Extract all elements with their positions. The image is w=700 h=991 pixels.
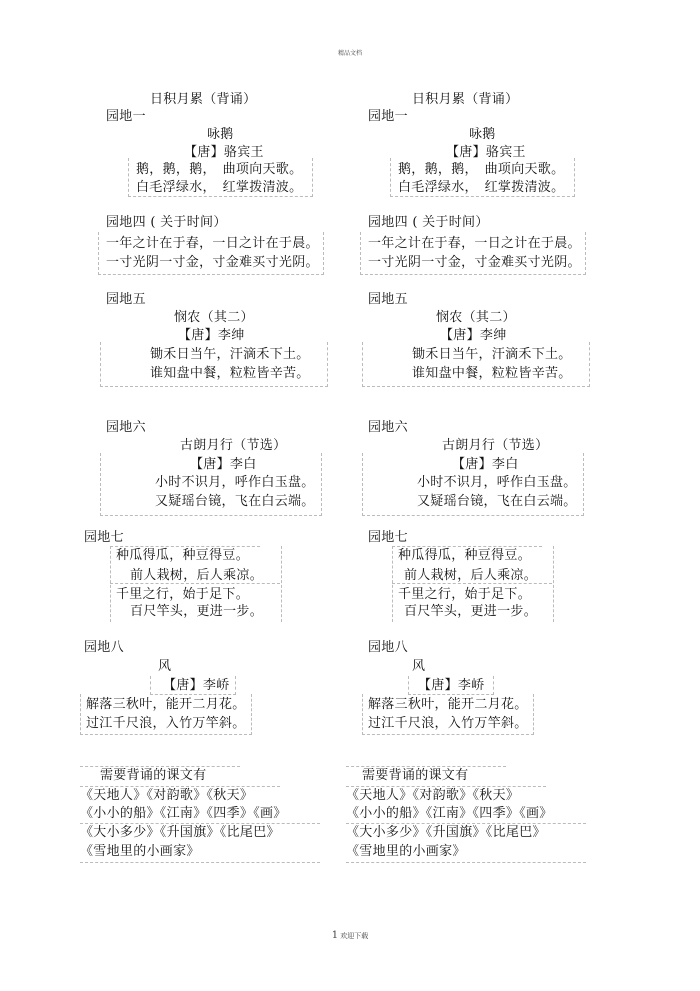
dashed-box	[362, 342, 590, 387]
recitation-list-line: 《小小的船》《江南》《四季》《画》	[346, 806, 553, 821]
column-title: 日积月累（背诵）	[412, 92, 519, 107]
poem-title-feng: 风	[412, 659, 426, 674]
poem-title-min-nong: 悯农（其二）	[436, 310, 516, 325]
poem-line: 锄禾日当午，汗滴禾下土。	[412, 347, 572, 362]
poem-line: 又疑瑶台镜，飞在白云端。	[155, 494, 315, 509]
dashed-rule	[346, 862, 586, 863]
poem-title-feng: 风	[158, 659, 172, 674]
recitation-list-line: 《天地人》《对韵歌》《秋天》	[346, 788, 520, 803]
poem-title-gu-lang-yue-xing: 古朗月行（节选）	[180, 438, 287, 453]
poem-line: 鹅，鹅，鹅， 曲项向天歌。	[398, 162, 565, 177]
dashed-box	[390, 158, 575, 197]
right-column	[262, 0, 602, 991]
poem-line: 解落三秋叶，能开二月花。	[368, 697, 528, 712]
saying-line: 种瓜得瓜，种豆得豆。	[398, 548, 532, 563]
recitation-list-line: 《大小多少》《升国旗》《比尾巴》	[80, 825, 280, 840]
saying-line: 千里之行，始于足下。	[398, 587, 532, 602]
recitation-list-label: 需要背诵的课文有	[362, 768, 469, 783]
section-label-yuandi7: 园地七	[84, 530, 124, 545]
dashed-rule	[80, 766, 240, 767]
saying-line: 一寸光阴一寸金，寸金难买寸光阴。	[106, 255, 319, 270]
poem-line: 过江千尺浪，入竹万竿斜。	[368, 716, 528, 731]
dashed-box	[362, 694, 534, 735]
section-label-yuandi7: 园地七	[368, 530, 408, 545]
saying-line: 百尺竿头，更进一步。	[130, 604, 264, 619]
dashed-box	[110, 546, 282, 622]
poem-line: 小时不识月，呼作白玉盘。	[155, 475, 315, 490]
dashed-rule	[80, 786, 280, 787]
dashed-rule	[346, 766, 506, 767]
poem-line: 白毛浮绿水， 红掌拨清波。	[136, 180, 303, 195]
saying-line: 一寸光阴一寸金，寸金难买寸光阴。	[368, 255, 581, 270]
section-label-yuandi6: 园地六	[368, 420, 408, 435]
recitation-list-line: 《天地人》《对韵歌》《秋天》	[80, 788, 254, 803]
saying-line: 千里之行，始于足下。	[116, 587, 250, 602]
section-label-yuandi8: 园地八	[368, 640, 408, 655]
section-label-yuandi4: 园地四 ( 关于时间）	[368, 215, 489, 230]
poem-author: 【唐】骆宾王	[184, 145, 264, 160]
page-header: 精品文档	[337, 50, 362, 57]
poem-title-min-nong: 悯农（其二）	[174, 310, 254, 325]
section-label-yuandi8: 园地八	[84, 640, 124, 655]
dashed-box	[150, 676, 236, 695]
dashed-box	[360, 232, 586, 275]
recitation-list-line: 《小小的船》《江南》《四季》《画》	[80, 806, 287, 821]
recitation-list-line: 《雪地里的小画家》	[346, 844, 466, 859]
saying-line: 前人栽树，后人乘凉。	[130, 568, 264, 583]
poem-title-yong-e: 咏鹅	[207, 127, 234, 142]
column-title: 日积月累（背诵）	[150, 92, 257, 107]
poem-title-gu-lang-yue-xing: 古朗月行（节选）	[442, 438, 549, 453]
poem-author: 【唐】李白	[452, 457, 519, 472]
poem-line: 谁知盘中餐，粒粒皆辛苦。	[412, 366, 572, 381]
page-number: 1	[331, 930, 339, 941]
saying-line: 百尺竿头，更进一步。	[404, 604, 538, 619]
poem-author: 【唐】李绅	[440, 328, 507, 343]
section-label-yuandi6: 园地六	[106, 420, 146, 435]
dashed-box	[362, 453, 584, 516]
poem-line: 锄禾日当午，汗滴禾下土。	[150, 347, 310, 362]
dashed-rule	[346, 786, 546, 787]
footer-text: 欢迎下载	[340, 932, 369, 940]
poem-author: 【唐】李峤	[418, 678, 485, 693]
section-label-yuandi5: 园地五	[106, 292, 146, 307]
saying-line: 前人栽树，后人乘凉。	[404, 568, 538, 583]
section-label-yuandi4: 园地四 ( 关于时间）	[106, 215, 227, 230]
dashed-box	[392, 546, 554, 622]
saying-line: 一年之计在于春，一日之计在于晨。	[106, 236, 319, 251]
section-label-yuandi1: 园地一	[368, 109, 408, 124]
recitation-list-line: 《大小多少》《升国旗》《比尾巴》	[346, 825, 546, 840]
poem-line: 白毛浮绿水， 红掌拨清波。	[398, 180, 565, 195]
section-label-yuandi5: 园地五	[368, 292, 408, 307]
poem-line: 谁知盘中餐，粒粒皆辛苦。	[150, 366, 310, 381]
poem-line: 解落三秋叶，能开二月花。	[86, 697, 246, 712]
poem-author: 【唐】李峤	[163, 678, 230, 693]
poem-author: 【唐】李绅	[178, 328, 245, 343]
section-label-yuandi1: 园地一	[106, 109, 146, 124]
dashed-box	[80, 694, 252, 735]
poem-author: 【唐】骆宾王	[446, 145, 526, 160]
dashed-box	[408, 676, 494, 695]
poem-line: 鹅，鹅，鹅， 曲项向天歌。	[136, 162, 303, 177]
recitation-list-label: 需要背诵的课文有	[100, 768, 207, 783]
poem-line: 小时不识月，呼作白玉盘。	[417, 475, 577, 490]
poem-author: 【唐】李白	[190, 457, 257, 472]
recitation-list-line: 《雪地里的小画家》	[80, 844, 200, 859]
poem-line: 又疑瑶台镜，飞在白云端。	[417, 494, 577, 509]
saying-line: 一年之计在于春，一日之计在于晨。	[368, 236, 581, 251]
page-footer	[0, 930, 700, 941]
poem-line: 过江千尺浪，入竹万竿斜。	[86, 716, 246, 731]
dashed-rule	[346, 823, 586, 824]
saying-line: 种瓜得瓜，种豆得豆。	[116, 548, 250, 563]
poem-title-yong-e: 咏鹅	[469, 127, 496, 142]
